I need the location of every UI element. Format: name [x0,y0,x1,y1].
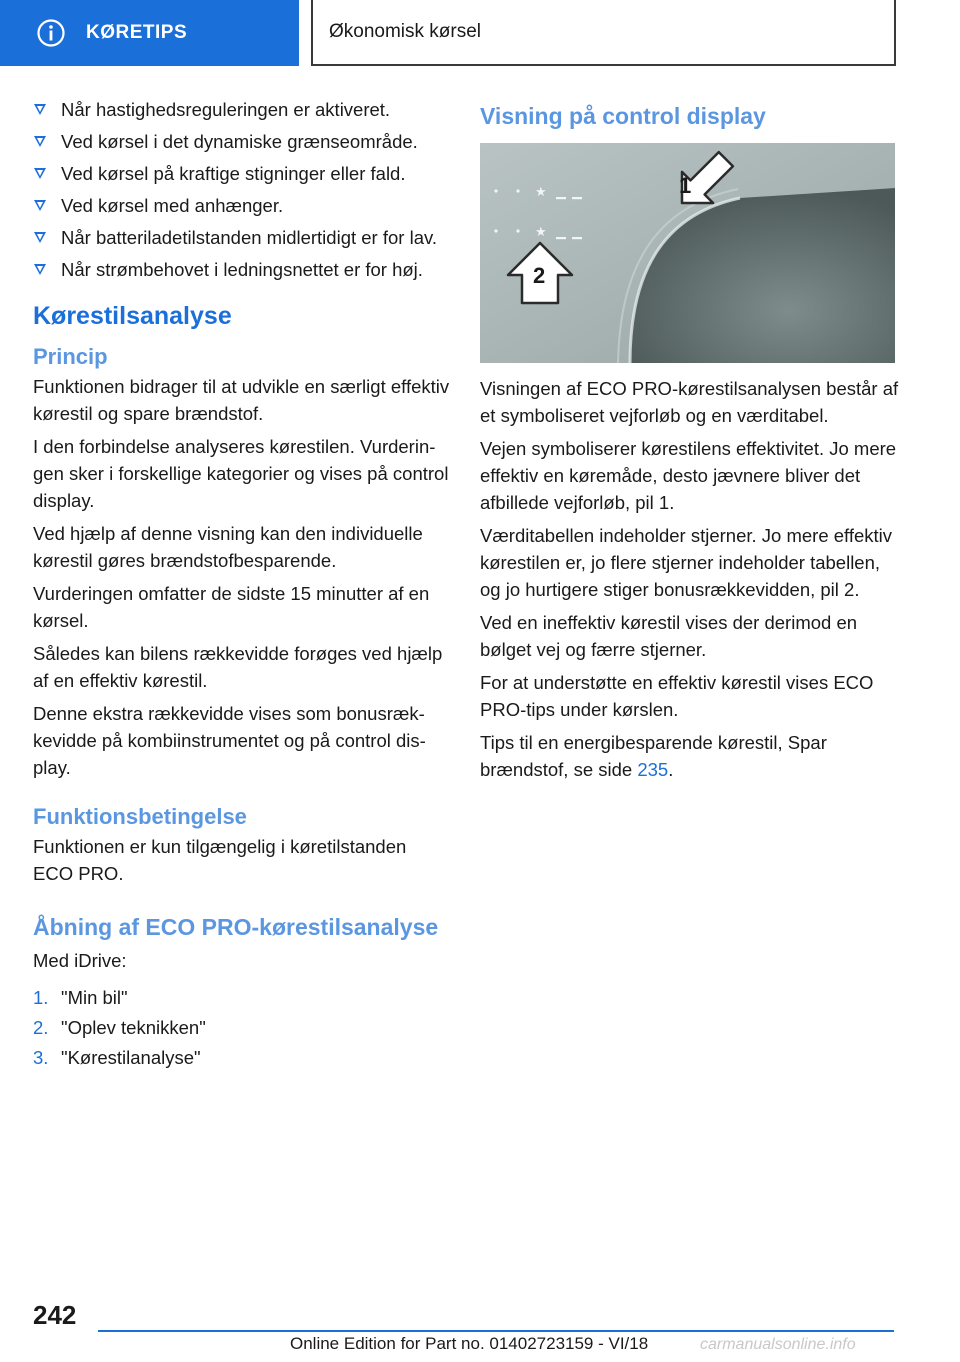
condition-list [33,96,451,283]
svg-text:★: ★ [535,225,547,240]
eco-pro-display-illustration [480,143,895,363]
paragraph: I den forbindelse analyseres kørestilen. Vurderingen sker i forskellige kategorier og vises på control display. [33,436,449,511]
page-title: Økonomisk kørsel [329,21,482,42]
list-item: Ved kørsel med anhænger. [33,192,451,219]
steps-list [33,984,451,1071]
svg-text:★: ★ [535,185,547,200]
page-number: 242 [33,1300,77,1330]
paragraph-with-link: Tips til en energibesparende kørestil, Spar brændstof, se side 235. [480,732,827,780]
paragraph: Således kan bilens rækkevidde forøges ved hjælp af en effektiv kørestil. [33,643,443,691]
display-heading: Visning på control display [480,103,766,129]
list-item: Når strømbehovet i ledningsnettet er for høj. [33,256,451,283]
paragraph: Denne ekstra rækkevidde vises som bonusrækkevidde på kombiinstrumentet og på control display. [33,703,426,778]
triangle-bullet-icon [34,232,46,243]
list-item: Når batteriladetilstanden midlertidigt er for lav. [33,224,451,251]
paragraph: Ved hjælp af denne visning kan den individuelle kørestil gøres brændstofbesparende. [33,523,423,571]
paragraph: Funktionen bidrager til at udvikle en særligt effektiv kørestil og spare brændstof. [33,376,450,424]
list-item: 3. "Kørestilanalyse" [33,1047,201,1068]
triangle-bullet-icon [34,136,46,147]
paragraph: For at understøtte en effektiv kørestil vises ECO PRO-tips under kørslen. [480,672,874,720]
footer-divider [98,1330,894,1332]
triangle-bullet-icon [34,168,46,179]
paragraph: Funktionen er kun tilgængelig i køretilstanden ECO PRO. [33,836,407,884]
arrow-1-label: 1 [679,173,692,198]
paragraph: Ved en ineffektiv kørestil vises der derimod en bølget vej og færre stjerner. [480,612,858,660]
watermark: carmanualsonline.info [700,1336,856,1353]
list-item: Ved kørsel på kraftige stigninger eller fald. [33,160,451,187]
list-item: 1. "Min bil" [33,987,128,1008]
edition-text: Online Edition for Part no. 01402723159 - VI/18 [290,1334,649,1353]
section-tab [0,0,299,66]
paragraph: Visningen af ECO PRO-kørestilsanalysen består af et symboliseret vejforløb og en værditabel. [480,378,899,426]
page-title-bar [311,0,896,66]
left-column [33,96,451,1074]
opening-heading: Åbning af ECO PRO-kørestilsanalyse [33,914,439,940]
section-label: KØRETIPS [86,22,188,43]
list-item: 2. "Oplev teknikken" [33,1017,206,1038]
section-heading: Kørestilsanalyse [33,302,232,330]
right-column [480,96,900,789]
paragraph: Værditabellen indeholder stjerner. Jo mere effektiv kørestilen er, jo flere stjerner indeholder tabellen, og jo hurtigere stiger bonusrækkevidden, pil 2. [480,525,893,600]
list-item: Når hastighedsreguleringen er aktiveret. [33,96,451,123]
arrow-2-label: 2 [533,263,546,288]
paragraph: Vejen symboliserer kørestilens effektivitet. Jo mere effektiv en køremåde, desto jævnere bliver det afbillede vejforløb, pil 1. [480,438,897,513]
page-link[interactable]: 235 [637,759,669,780]
triangle-bullet-icon [34,264,46,275]
condition-heading: Funktionsbetingelse [33,804,247,829]
paragraph: Vurderingen omfatter de sidste 15 minutter af en kørsel. [33,583,430,631]
principle-heading: Princip [33,344,108,369]
triangle-bullet-icon [34,104,46,115]
triangle-bullet-icon [34,200,46,211]
info-icon [36,18,66,48]
list-item: Ved kørsel i det dynamiske grænseområde. [33,128,451,155]
paragraph: Med iDrive: [33,950,127,971]
